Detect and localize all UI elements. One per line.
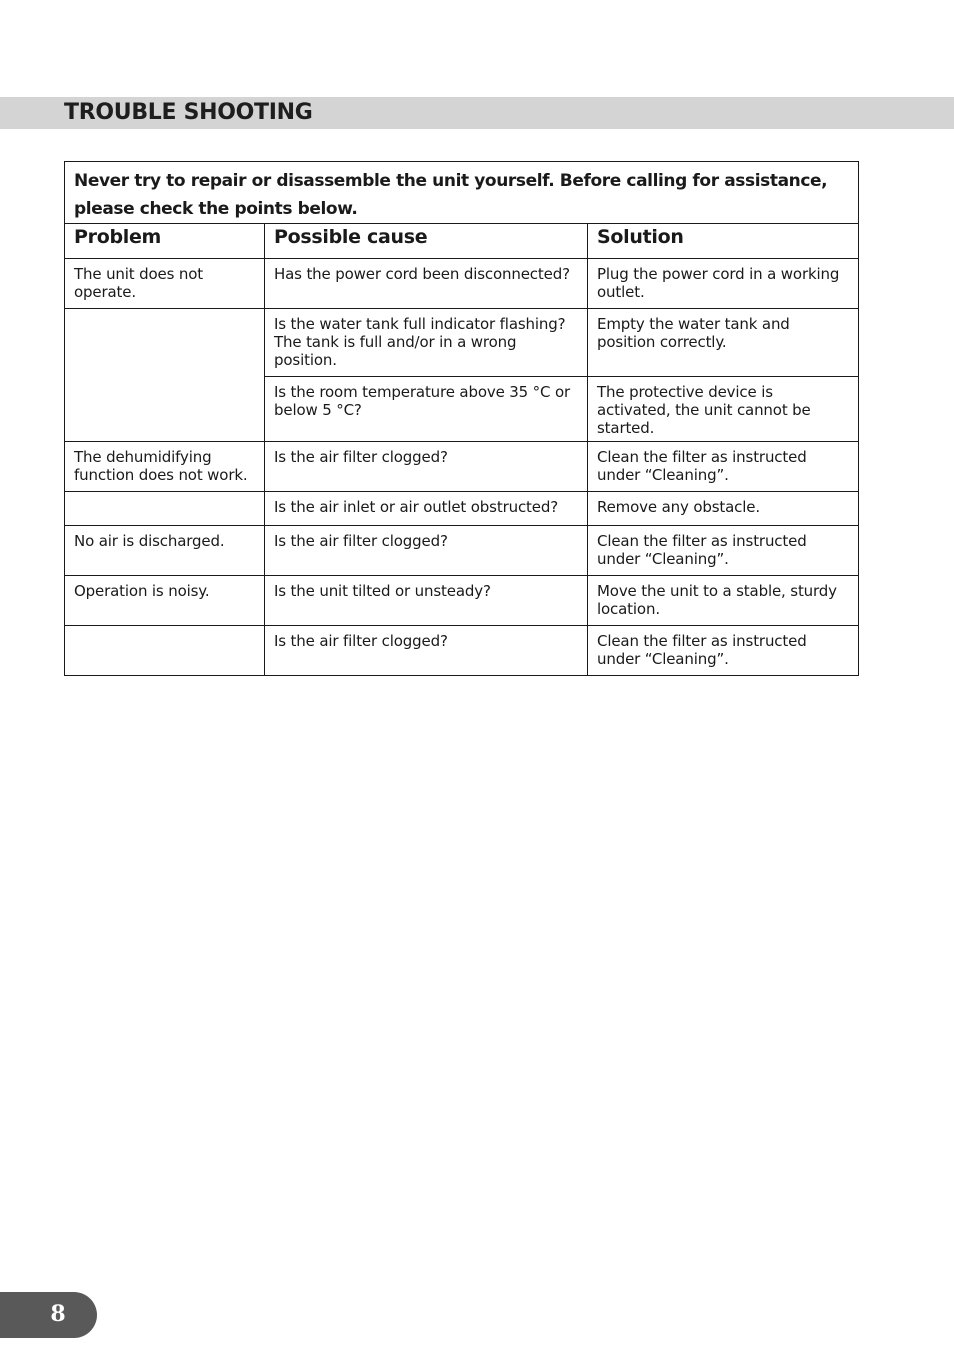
table-row xyxy=(65,492,859,526)
troubleshooting-table xyxy=(64,161,859,676)
cause-cell: Is the air inlet or air outlet obstructed? xyxy=(265,492,588,526)
table-row xyxy=(65,259,859,309)
solution-cell: Clean the filter as instructed under “Cleaning”. xyxy=(588,626,859,676)
problem-cell: The dehumidifying function does not work. xyxy=(65,442,265,492)
cause-cell: Is the unit tilted or unsteady? xyxy=(265,576,588,626)
cause-cell: Has the power cord been disconnected? xyxy=(265,259,588,309)
intro-note: Never try to repair or disassemble the unit yourself. Before calling for assistance, please check the points below. xyxy=(65,162,859,224)
solution-cell: Plug the power cord in a working outlet. xyxy=(588,259,859,309)
problem-cell: No air is discharged. xyxy=(65,526,265,576)
column-header-solution: Solution xyxy=(588,224,859,259)
problem-cell xyxy=(65,492,265,526)
cause-cell: Is the water tank full indicator flashing? The tank is full and/or in a wrong position. xyxy=(265,309,588,377)
column-header-problem: Problem xyxy=(65,224,265,259)
cause-cell: Is the air filter clogged? xyxy=(265,626,588,676)
intro-row xyxy=(65,162,859,224)
solution-cell: Clean the filter as instructed under “Cleaning”. xyxy=(588,442,859,492)
table-row xyxy=(65,442,859,492)
section-title: TROUBLE SHOOTING xyxy=(64,100,313,125)
problem-cell xyxy=(65,309,265,442)
solution-cell: Remove any obstacle. xyxy=(588,492,859,526)
solution-cell: Empty the water tank and position correctly. xyxy=(588,309,859,377)
table-row xyxy=(65,576,859,626)
cause-cell: Is the air filter clogged? xyxy=(265,442,588,492)
cause-cell: Is the room temperature above 35 °C or below 5 °C? xyxy=(265,377,588,442)
problem-cell xyxy=(65,626,265,676)
column-header-possible-cause: Possible cause xyxy=(265,224,588,259)
table-row xyxy=(65,526,859,576)
table-row xyxy=(65,626,859,676)
header-row xyxy=(65,224,859,259)
problem-cell: The unit does not operate. xyxy=(65,259,265,309)
table-row xyxy=(65,309,859,377)
problem-cell: Operation is noisy. xyxy=(65,576,265,626)
page-number: 8 xyxy=(50,1301,66,1327)
solution-cell: Move the unit to a stable, sturdy location. xyxy=(588,576,859,626)
solution-cell: The protective device is activated, the unit cannot be started. xyxy=(588,377,859,442)
cause-cell: Is the air filter clogged? xyxy=(265,526,588,576)
solution-cell: Clean the filter as instructed under “Cleaning”. xyxy=(588,526,859,576)
